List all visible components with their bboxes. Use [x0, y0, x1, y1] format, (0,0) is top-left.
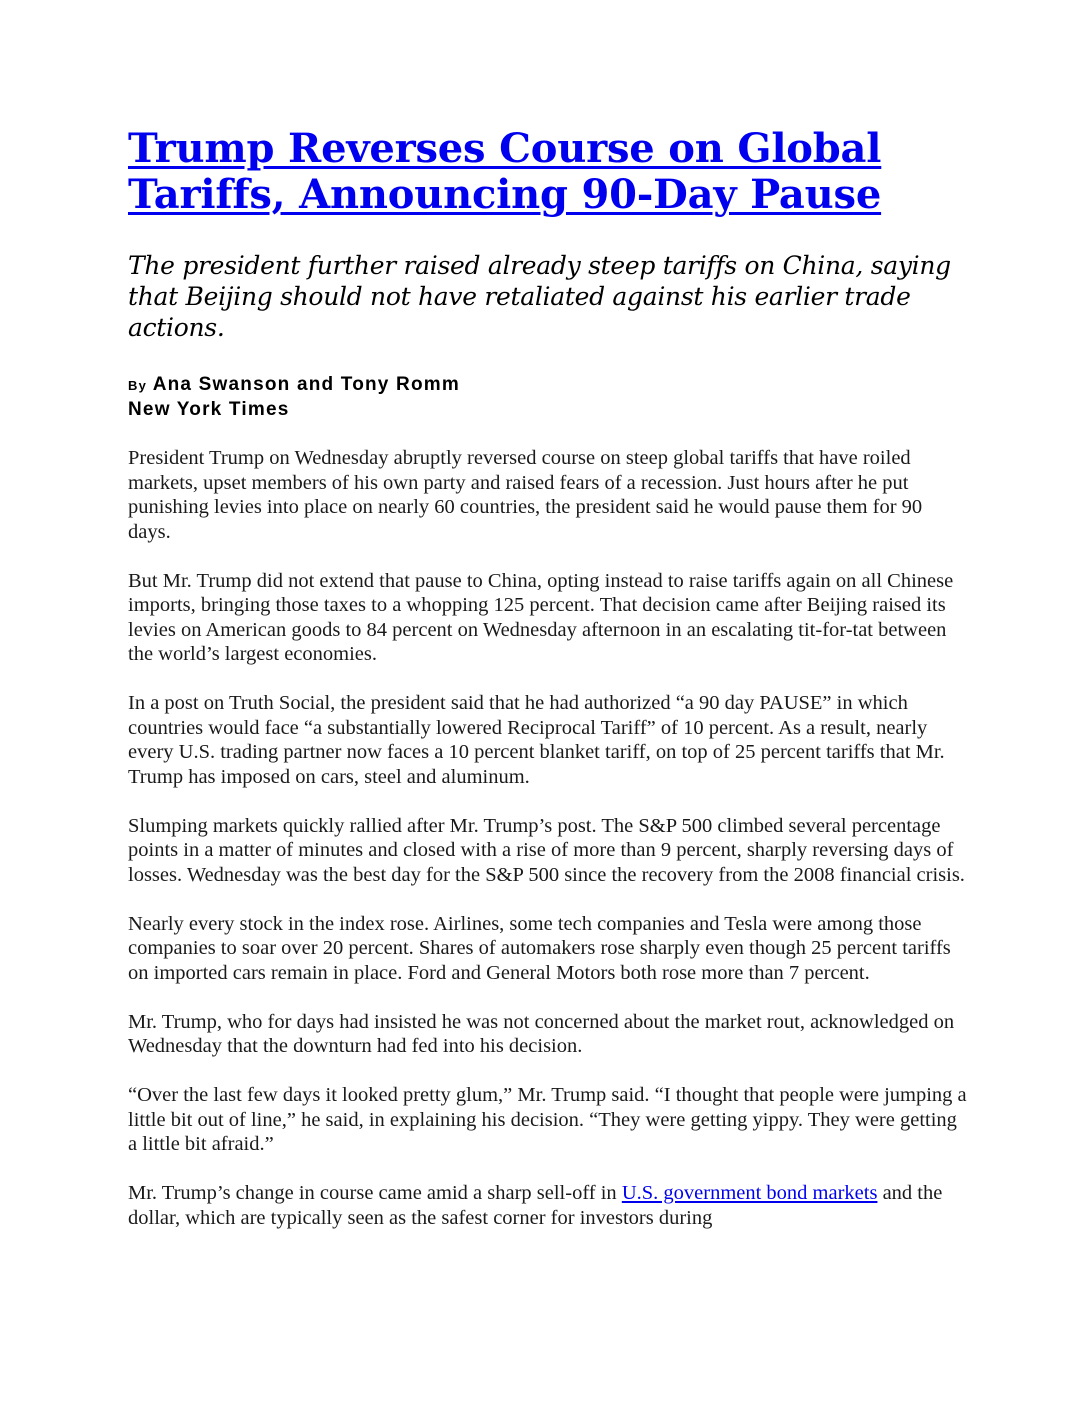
headline-text[interactable]: Trump Reverses Course on Global Tariffs, Announcing 90-Day Pause — [128, 125, 882, 218]
article-paragraph-8 — [128, 1181, 968, 1230]
headline-link[interactable] — [128, 126, 968, 218]
bond-markets-link[interactable]: U.S. government bond markets — [621, 1182, 878, 1204]
article-paragraph-6: Mr. Trump, who for days had insisted he was not concerned about the market rout, acknowledged on Wednesday that the downturn had fed into his decision. — [128, 1010, 955, 1057]
article-body — [128, 446, 968, 1255]
article-paragraph-5: Nearly every stock in the index rose. Airlines, some tech companies and Tesla were among those companies to soar over 20 percent. Shares of automakers rose sharply even though 25 percent tariffs on imported cars remain in place. Ford and General Motors both rose more than 7 percent. — [128, 912, 951, 984]
paragraph-text-before-link: Mr. Trump’s change in course came amid a sharp sell-off in — [128, 1182, 622, 1204]
byline — [128, 373, 728, 422]
article-paragraph-4: Slumping markets quickly rallied after Mr. Trump’s post. The S&P 500 climbed several percentage points in a matter of minutes and closed with a rise of more than 9 percent, sharply reversing days of losses. Wednesday was the best day for the S&P 500 since the recovery from the 2008 financial crisis. — [128, 814, 965, 886]
article-paragraph-1: President Trump on Wednesday abruptly reversed course on steep global tariffs that have roiled markets, upset members of his own party and raised fears of a recession. Just hours after he put punishing levies into place on nearly 60 countries, the president said he would pause them for 90 days. — [128, 447, 923, 543]
byline-source: New York Times — [128, 399, 290, 420]
article-dek: The president further raised already steep tariffs on China, saying that Beijing should not have retaliated against his earlier trade actions. — [128, 251, 951, 342]
byline-prefix: By — [128, 378, 148, 393]
article-paragraph-7: “Over the last few days it looked pretty glum,” Mr. Trump said. “I thought that people were jumping a little bit out of line,” he said, in explaining his decision. “They were getting yippy. They were getting a little bit afraid.” — [128, 1084, 967, 1155]
article-paragraph-2: But Mr. Trump did not extend that pause to China, opting instead to raise tariffs again on all Chinese imports, bringing those taxes to a whopping 125 percent. That decision came after Beijing raised its levies on American goods to 84 percent on Wednesday afternoon in an escalating tit-for-tat between the world’s largest economies. — [128, 569, 954, 665]
paragraph-text-after-link: and the dollar, which are typically seen as the safest corner for investors during — [128, 1182, 943, 1229]
byline-authors: Ana Swanson and Tony Romm — [152, 374, 460, 395]
article-paragraph-3: In a post on Truth Social, the president said that he had authorized “a 90 day PAUSE” in which countries would face “a substantially lowered Reciprocal Tariff” of 10 percent. As a result, nearly every U.S. trading partner now faces a 10 percent blanket tariff, on top of 25 percent tariffs that Mr. Trump has imposed on cars, steel and aluminum. — [128, 692, 945, 788]
